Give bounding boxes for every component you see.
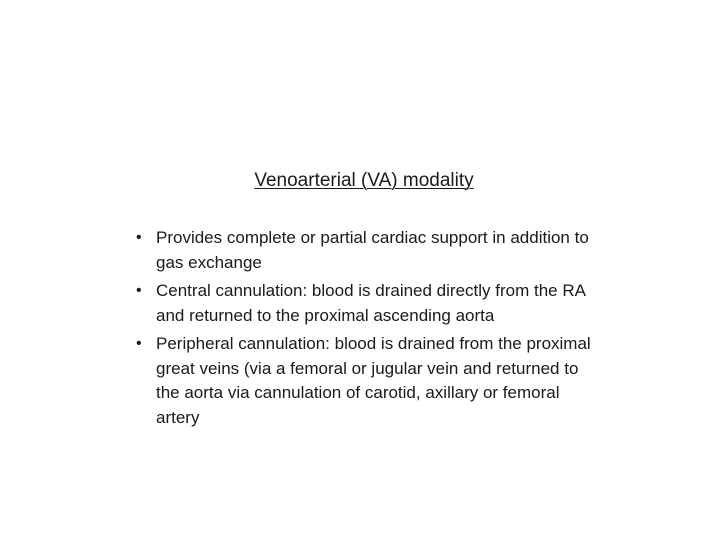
bullet-item bbox=[136, 332, 606, 430]
slide-title: Venoarterial (VA) modality bbox=[254, 170, 474, 191]
bullet-dot-icon: • bbox=[136, 335, 142, 352]
bullet-list bbox=[136, 226, 606, 434]
bullet-item bbox=[136, 279, 606, 328]
bullet-text: Peripheral cannulation: blood is drained from the proximal great veins (via a femoral or jugular vein and returned to the aorta via cannulation of carotid, axillary or femoral artery bbox=[156, 334, 591, 427]
bullet-dot-icon: • bbox=[136, 282, 142, 299]
bullet-text: Provides complete or partial cardiac support in addition to gas exchange bbox=[156, 228, 589, 272]
bullet-dot-icon: • bbox=[136, 229, 142, 246]
bullet-text: Central cannulation: blood is drained directly from the RA and returned to the proximal ascending aorta bbox=[156, 281, 586, 325]
bullet-item bbox=[136, 226, 606, 275]
